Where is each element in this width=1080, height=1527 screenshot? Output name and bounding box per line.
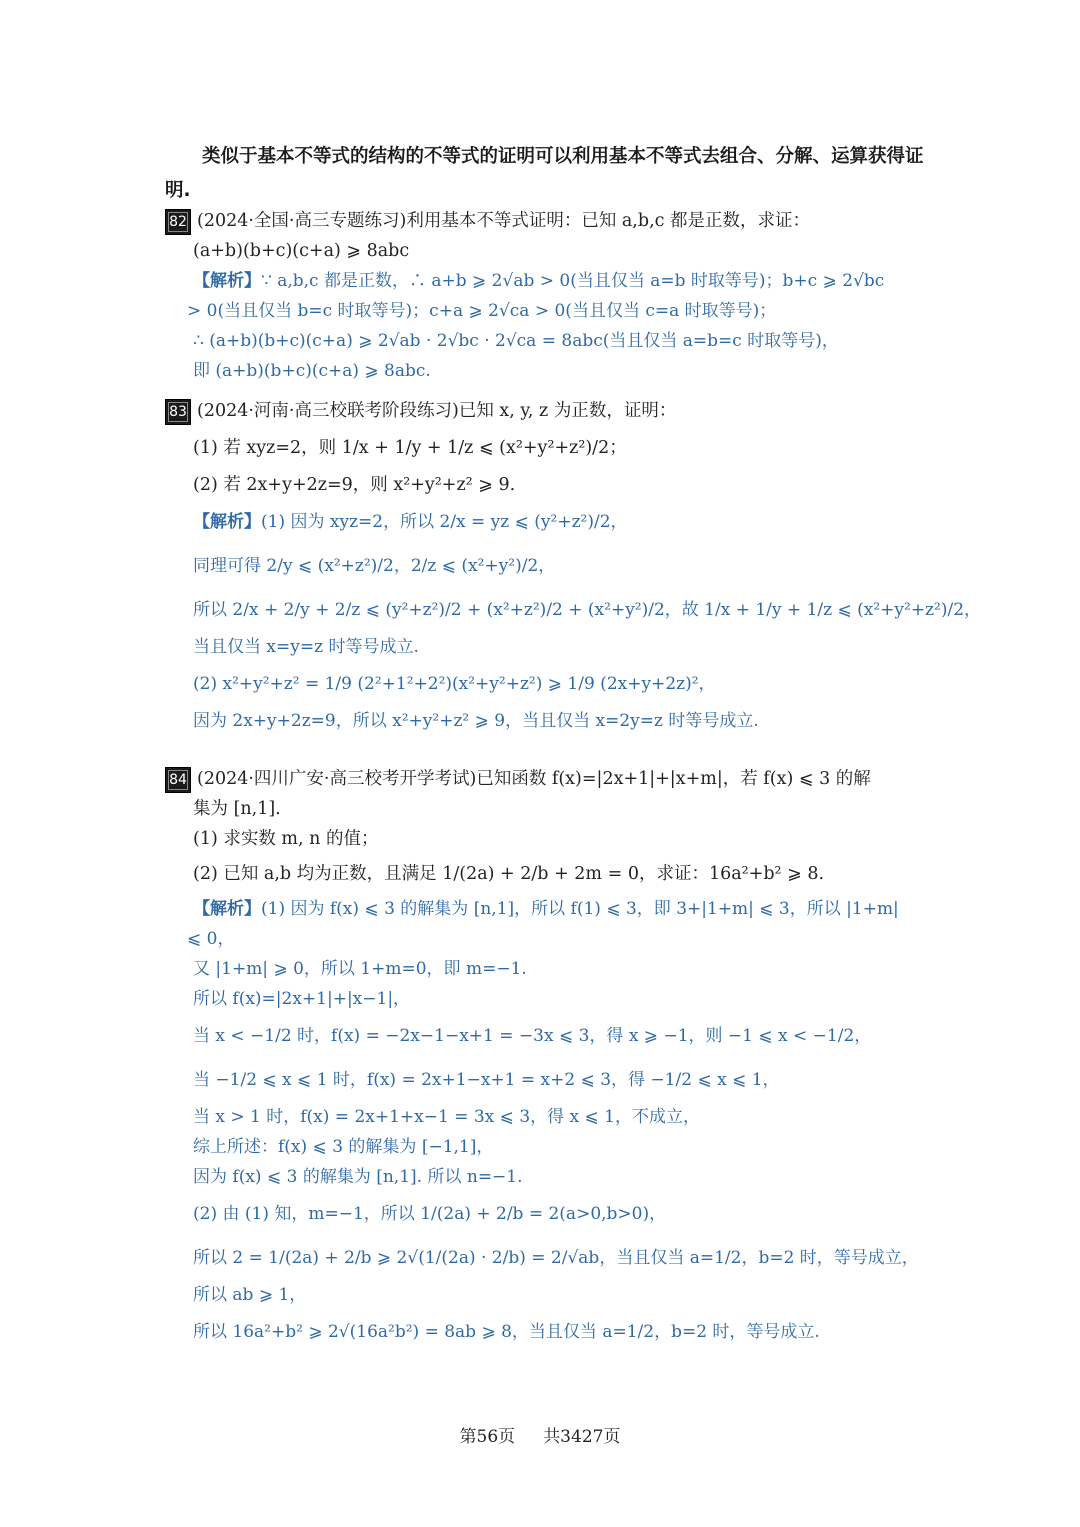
problem-84-q1: (1) 求实数 m, n 的值； [193, 829, 379, 849]
solution-84-line-3: 又 |1+m| ⩾ 0，所以 1+m=0，即 m=−1. [193, 959, 527, 979]
solution-tag: 【解析】 [193, 512, 261, 532]
solution-84-line-6: 当 −1/2 ⩽ x ⩽ 1 时，f(x) = 2x+1−x+1 = x+2 ⩽ 3，得 −1/2 ⩽ x ⩽ 1， [193, 1070, 780, 1090]
solution-84-line-9: 因为 f(x) ⩽ 3 的解集为 [n,1]. 所以 n=−1. [193, 1167, 523, 1187]
solution-83-line-1: 【解析】(1) 因为 xyz=2，所以 2/x = yz ⩽ (y²+z²)/2， [193, 512, 628, 532]
solution-84-line-11: 所以 2 = 1/(2a) + 2/b ⩾ 2√(1/(2a) · 2/b) = 2/√ab，当且仅当 a=1/2，b=2 时，等号成立， [193, 1248, 919, 1268]
solution-84-line-12: 所以 ab ⩾ 1， [193, 1285, 307, 1305]
solution-82-line-4: 即 (a+b)(b+c)(c+a) ⩾ 8abc. [193, 361, 431, 381]
solution-84-line-7: 当 x > 1 时，f(x) = 2x+1+x−1 = 3x ⩽ 3，得 x ⩽ 1，不成立， [193, 1107, 700, 1127]
solution-84-line-13: 所以 16a²+b² ⩾ 2√(16a²b²) = 8ab ⩾ 8，当且仅当 a=1/2，b=2 时，等号成立. [193, 1322, 820, 1342]
solution-83-line-2: 同理可得 2/y ⩽ (x²+z²)/2，2/z ⩽ (x²+y²)/2， [193, 556, 556, 576]
solution-82-line-3: ∴ (a+b)(b+c)(c+a) ⩾ 2√ab · 2√bc · 2√ca = 8abc(当且仅当 a=b=c 时取等号)， [193, 331, 839, 351]
solution-83-line-4: 当且仅当 x=y=z 时等号成立. [193, 637, 419, 657]
solution-84-line-8: 综上所述：f(x) ⩽ 3 的解集为 [−1,1]， [193, 1137, 494, 1157]
solution-84-line-1: 【解析】(1) 因为 f(x) ⩽ 3 的解集为 [n,1]，所以 f(1) ⩽ 3，即 3+|1+m| ⩽ 3，所以 |1+m| [193, 899, 899, 919]
problem-83-stem: 83 (2024·河南·高三校联考阶段练习)已知 x, y, z 为正数，证明： [165, 396, 915, 426]
page-number: 第56页 [459, 1427, 516, 1447]
solution-tag: 【解析】 [193, 899, 261, 919]
problem-number-badge: 84 [165, 767, 191, 793]
problem-83 [165, 396, 982, 736]
problem-number-badge: 83 [165, 399, 191, 425]
problem-83-q2: (2) 若 2x+y+2z=9，则 x²+y²+z² ⩾ 9. [193, 475, 516, 495]
intro-paragraph: 类似于基本不等式的结构的不等式的证明可以利用基本不等式去组合、分解、运算获得证明. [165, 146, 924, 201]
page-footer [0, 1422, 1080, 1447]
problem-82-stem-formula: (a+b)(b+c)(c+a) ⩾ 8abc [193, 241, 410, 261]
solution-84-line-5: 当 x < −1/2 时，f(x) = −2x−1−x+1 = −3x ⩽ 3，得 x ⩾ −1，则 −1 ⩽ x < −1/2， [193, 1026, 872, 1046]
solution-84-line-10: (2) 由 (1) 知，m=−1，所以 1/(2a) + 2/b = 2(a>0,b>0)， [193, 1204, 667, 1224]
problem-84 [165, 764, 919, 1354]
solution-83-line-6: 因为 2x+y+2z=9，所以 x²+y²+z² ⩾ 9，当且仅当 x=2y=z 时等号成立. [193, 711, 759, 731]
problem-84-q2: (2) 已知 a,b 均为正数，且满足 1/(2a) + 2/b + 2m = 0，求证：16a²+b² ⩾ 8. [193, 864, 825, 884]
total-pages: 共3427页 [543, 1427, 621, 1447]
solution-84-line-2: ⩽ 0， [187, 929, 235, 949]
problem-number-badge: 82 [165, 209, 191, 235]
problem-84-stem-cont: 集为 [n,1]. [193, 799, 281, 819]
problem-82 [165, 206, 915, 386]
solution-tag: 【解析】 [193, 271, 261, 291]
problem-84-stem: 84 (2024·四川广安·高三校考开学考试)已知函数 f(x)=|2x+1|+|x+m|，若 f(x) ⩽ 3 的解 [165, 764, 915, 794]
solution-83-line-3: 所以 2/x + 2/y + 2/z ⩽ (y²+z²)/2 + (x²+z²)/2 + (x²+y²)/2，故 1/x + 1/y + 1/z ⩽ (x²+y²+z²)/2， [193, 600, 982, 620]
problem-83-q1: (1) 若 xyz=2，则 1/x + 1/y + 1/z ⩽ (x²+y²+z²)/2； [193, 438, 627, 458]
solution-84-line-4: 所以 f(x)=|2x+1|+|x−1|， [193, 989, 411, 1009]
solution-82-line-1: 【解析】∵ a,b,c 都是正数，∴ a+b ⩾ 2√ab > 0(当且仅当 a=b 时取等号)；b+c ⩾ 2√bc [193, 271, 885, 291]
solution-83-line-5: (2) x²+y²+z² = 1/9 (2²+1²+2²)(x²+y²+z²) ⩾ 1/9 (2x+y+2z)²， [193, 674, 716, 694]
problem-82-stem: 82 (2024·全国·高三专题练习)利用基本不等式证明：已知 a,b,c 都是正数，求证： [165, 206, 915, 236]
solution-82-line-2: > 0(当且仅当 b=c 时取等号)；c+a ⩾ 2√ca > 0(当且仅当 c=a 时取等号)； [187, 301, 777, 321]
